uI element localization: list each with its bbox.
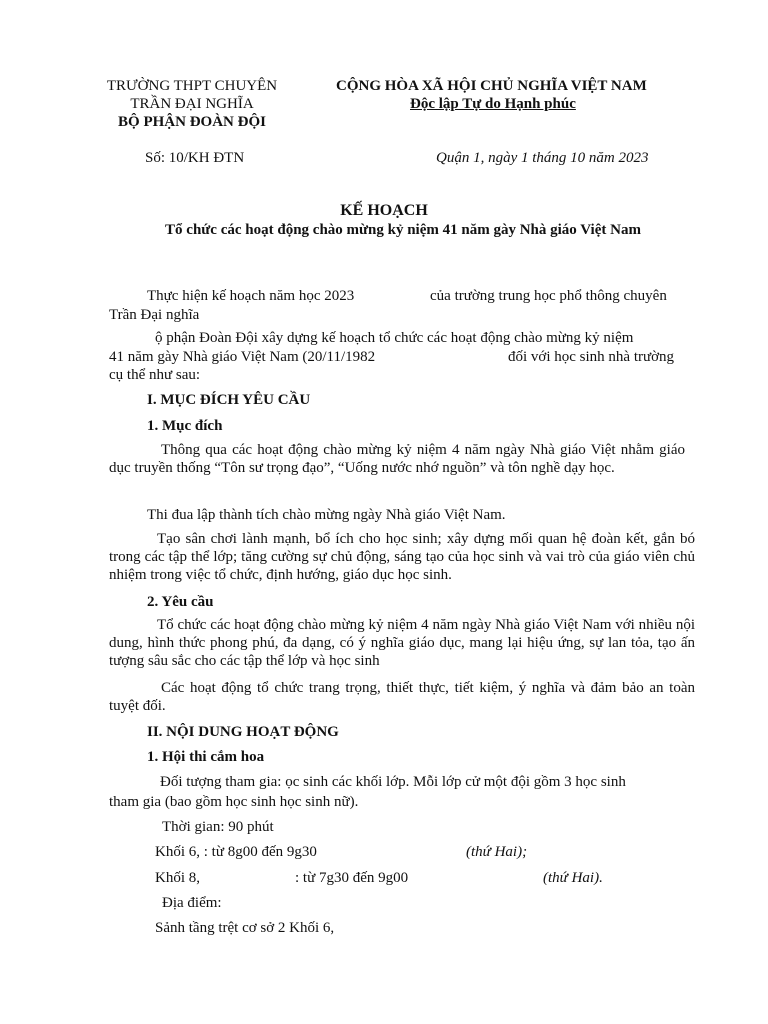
section-1-para-3: Tạo sân chơi lành mạnh, bổ ích cho học sinh; xây dựng mối quan hệ đoàn kết, gắn bó trong các tập thể lớp; tăng cường sự chủ động, sáng tạo của học sinh và vai trò của giáo viên chủ nhiệm trong việc tổ chức, định hướng, giáo dục học sinh. (109, 531, 695, 583)
schedule-grade-8: Khối 8, (155, 870, 200, 886)
duration: Thời gian: 90 phút (162, 819, 274, 835)
section-1-para-5: Các hoạt động tổ chức trang trọng, thiết thực, tiết kiệm, ý nghĩa và đảm bảo an toàn tuyệt đối. (109, 680, 695, 714)
intro-line-2c: đối với học sinh nhà trường (508, 349, 675, 365)
intro-line-2a: ộ phận Đoàn Đội xây dựng kế hoạch tổ chức các hoạt động chào mừng kỷ niệm (155, 330, 634, 346)
participants-line-1: Đối tượng tham gia: ọc sinh các khối lớp. Mỗi lớp cử một đội gồm 3 học sinh (160, 774, 626, 790)
document-title: KẾ HOẠCH (340, 202, 428, 219)
school-name-line2: TRẦN ĐẠI NGHĨA (130, 96, 254, 112)
section-1-para-2: Thi đua lập thành tích chào mừng ngày Nhà giáo Việt Nam. (147, 507, 506, 523)
nation-motto: Độc lập Tự do Hạnh phúc (410, 96, 576, 112)
section-1-para-4: Tổ chức các hoạt động chào mừng kỷ niệm 4 năm ngày Nhà giáo Việt Nam với nhiều nội dung, hình thức phong phú, đa dạng, có ý nghĩa giáo dục, mang lại hiệu ứng, sự lan tỏa, tạo ấn tượng sâu sắc cho các tập thể lớp và học sinh (109, 617, 695, 669)
section-2-heading: II. NỘI DUNG HOẠT ĐỘNG (147, 724, 339, 740)
intro-line-2b: 41 năm gày Nhà giáo Việt Nam (20/11/1982 (109, 349, 376, 365)
document-number: Số: 10/KH ĐTN (145, 150, 245, 166)
schedule-grade-6-day: (thứ Hai); (466, 844, 528, 860)
schedule-grade-8-day: (thứ Hai). (543, 870, 603, 886)
nation-title: CỘNG HÒA XÃ HỘI CHỦ NGHĨA VIỆT NAM (336, 78, 647, 94)
school-name-line1: TRƯỜNG THPT CHUYÊN (106, 78, 278, 94)
intro-line-2d: cụ thể như sau: (109, 367, 201, 383)
place-date: Quận 1, ngày 1 tháng 10 năm 2023 (436, 150, 649, 166)
participants-line-2: tham gia (bao gồm học sinh học sinh nữ). (109, 794, 359, 810)
venue-label: Địa điểm: (162, 895, 222, 911)
venue-detail: Sảnh tầng trệt cơ sở 2 Khối 6, (155, 920, 335, 936)
schedule-grade-6: Khối 6, : từ 8g00 đến 9g30 (155, 844, 317, 860)
section-1-heading: I. MỤC ĐÍCH YÊU CẦU (147, 392, 311, 408)
intro-line-1b: của trường trung học phổ thông chuyên (430, 288, 667, 304)
document-subtitle: Tổ chức các hoạt động chào mừng kỷ niệm 41 năm gày Nhà giáo Việt Nam (165, 222, 641, 238)
intro-line-1c: Trần Đại nghĩa (109, 307, 200, 323)
intro-line-1a: Thực hiện kế hoạch năm học 2023 (147, 288, 355, 304)
department-name: BỘ PHẬN ĐOÀN ĐỘI (118, 114, 266, 130)
section-1-para-1: Thông qua các hoạt động chào mừng kỷ niệm 4 năm ngày Nhà giáo Việt nhằm giáo dục truyền thống “Tôn sư trọng đạo”, “Uống nước nhớ nguồn” và tôn nghề dạy học. (109, 442, 685, 476)
section-2-sub-1: 1. Hội thi cắm hoa (147, 749, 265, 765)
section-1-sub-2: 2. Yêu cầu (147, 594, 214, 610)
section-1-sub-1: 1. Mục đích (147, 418, 223, 434)
schedule-grade-8-time: : từ 7g30 đến 9g00 (295, 870, 409, 886)
